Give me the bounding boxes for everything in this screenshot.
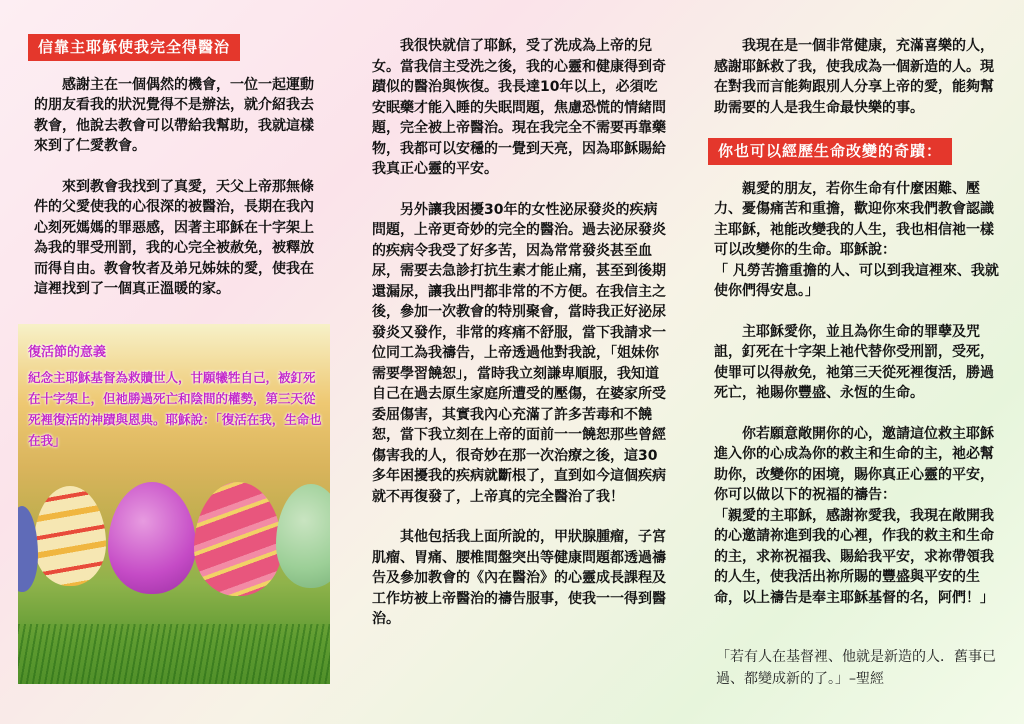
egg-striped — [194, 482, 282, 596]
paragraph-baptism: 我很快就信了耶穌，受了洗成為上帝的兒女。當我信主受洗之後，我的心靈和健康得到奇蹟似的醫治與恢復。我長達10年以上，必須吃安眠藥才能入睡的失眠問題，焦慮恐慌的情緒問題，完全被上帝醫治。現在我完全不需要再靠藥物，我都可以安穩的一覺到天亮，因為耶穌賜給我真正心靈的平安。 — [372, 38, 666, 177]
grass — [18, 624, 330, 684]
egg-teal — [18, 506, 38, 592]
jesus-quote: 「 凡勞苦擔重擔的人、可以到我這裡來、我就使你們得安息。」 — [714, 262, 999, 299]
photo-caption-title: 復活節的意義 — [28, 345, 107, 360]
egg-green — [276, 484, 330, 588]
paragraph-open-heart: 你若願意敞開你的心，邀請這位救主耶穌進入你的心成為你的救主和生命的主，祂必幫助你，改變你的困境，賜你真正心靈的平安，你可以做以下的祝福的禱告： — [714, 425, 994, 503]
column-middle — [372, 36, 668, 650]
photo-caption — [28, 342, 323, 451]
egg-purple — [108, 482, 196, 594]
section-heading-miracle: 你也可以經歷生命改變的奇蹟： — [708, 138, 952, 165]
column-right — [714, 36, 1004, 628]
paragraph-other-healing: 其他包括我上面所說的，甲狀腺腫瘤，子宮肌瘤、胃痛、腰椎間盤突出等健康問題都透過禱告及參加教會的《內在醫治》的心靈成長課程及工作坊被上帝醫治的禱告服事，使我一一得到醫治。 — [372, 529, 666, 627]
easter-eggs-photo — [18, 324, 330, 684]
paragraph-illness: 另外讓我困擾30年的女性泌尿發炎的疾病問題，上帝更奇妙的完全的醫治。過去泌尿發炎的疾病令我受了好多苦，因為常常發炎甚至血尿，需要去急診打抗生素才能止痛，甚至到後期還漏尿，讓我出門都非常的不方便。在我信主之後，參加一次教會的特別聚會，當時我正好泌尿發炎又發作，非常的疼痛不舒服，當下我請求一位同工為我禱告，上帝透過他對我說，「姐妹你需要學習饒恕」，當時我立刻謙卑順服，我知道自己在過去原生家庭所遭受的壓傷，在婆家所受委屈傷害，其實我內心充滿了許多苦毒和不饒恕，當下我立刻在上帝的面前一一饒恕那些曾經傷害我的人，很奇妙在那一次治療之後，這30多年困擾我的疾病就斷根了，直到如今這個疾病就不再復發了，上帝真的完全醫治了我！ — [372, 201, 666, 505]
bible-verse-quote: 「若有人在基督裡、他就是新造的人．舊事已過、都變成新的了。」–聖經 — [716, 649, 996, 687]
paragraph-jesus-loves-you: 主耶穌愛你，並且為你生命的罪孽及咒詛，釘死在十字架上祂代替你受刑罰，受死，使罪可以得赦免，祂第三天從死裡復活，勝過死亡，祂賜你豐盛、永恆的生命。 — [714, 323, 994, 401]
column-left — [34, 34, 324, 320]
photo-caption-text: 紀念主耶穌基督為救贖世人，甘願犧牲自己，被釘死在十字架上，但祂勝過死亡和陰間的權勢，第三天從死裡復活的神蹟與恩典。耶穌說：「復活在我，生命也在我」 — [28, 370, 322, 448]
paragraph-intro: 感謝主在一個偶然的機會，一位一起運動的朋友看我的狀況覺得不是辦法，就介紹我去教會，他說去教會可以帶給我幫助，我就這樣來到了仁愛教會。 — [34, 76, 314, 154]
section-heading-healing: 信靠主耶穌使我完全得醫治 — [28, 34, 240, 61]
egg-yellow — [34, 486, 106, 586]
prayer-text: 「親愛的主耶穌，感謝祢愛我，我現在敞開我的心邀請祢進到我的心裡，作我的救主和生命的主，求祢祝福我、賜給我平安，求祢帶領我的人生，使我活出祢所賜的豐盛與平安的生命，以上禱告是奉主耶穌基督的名，阿們！」 — [714, 507, 994, 606]
paragraph-new-creation: 我現在是一個非常健康，充滿喜樂的人，感謝耶穌救了我，使我成為一個新造的人。現在對我而言能夠跟別人分享上帝的愛，能夠幫助需要的人是我生命最快樂的事。 — [714, 38, 994, 116]
paragraph-true-love: 來到教會我找到了真愛，天父上帝那無條件的父愛使我的心很深的被醫治，長期在我內心刻死媽媽的罪惡感，因著主耶穌在十字架上為我的罪受刑罰，我的心完全被赦免，被釋放而得自由。教會牧者及弟兄姊妹的愛，使我在這裡找到了一個真正溫暖的家。 — [34, 178, 314, 297]
paragraph-invitation: 親愛的朋友，若你生命有什麼困難、壓力、憂傷痛苦和重擔，歡迎你來我們教會認識主耶穌，祂能改變我的人生，我也相信祂一樣可以改變你的生命。耶穌說： — [714, 180, 994, 258]
